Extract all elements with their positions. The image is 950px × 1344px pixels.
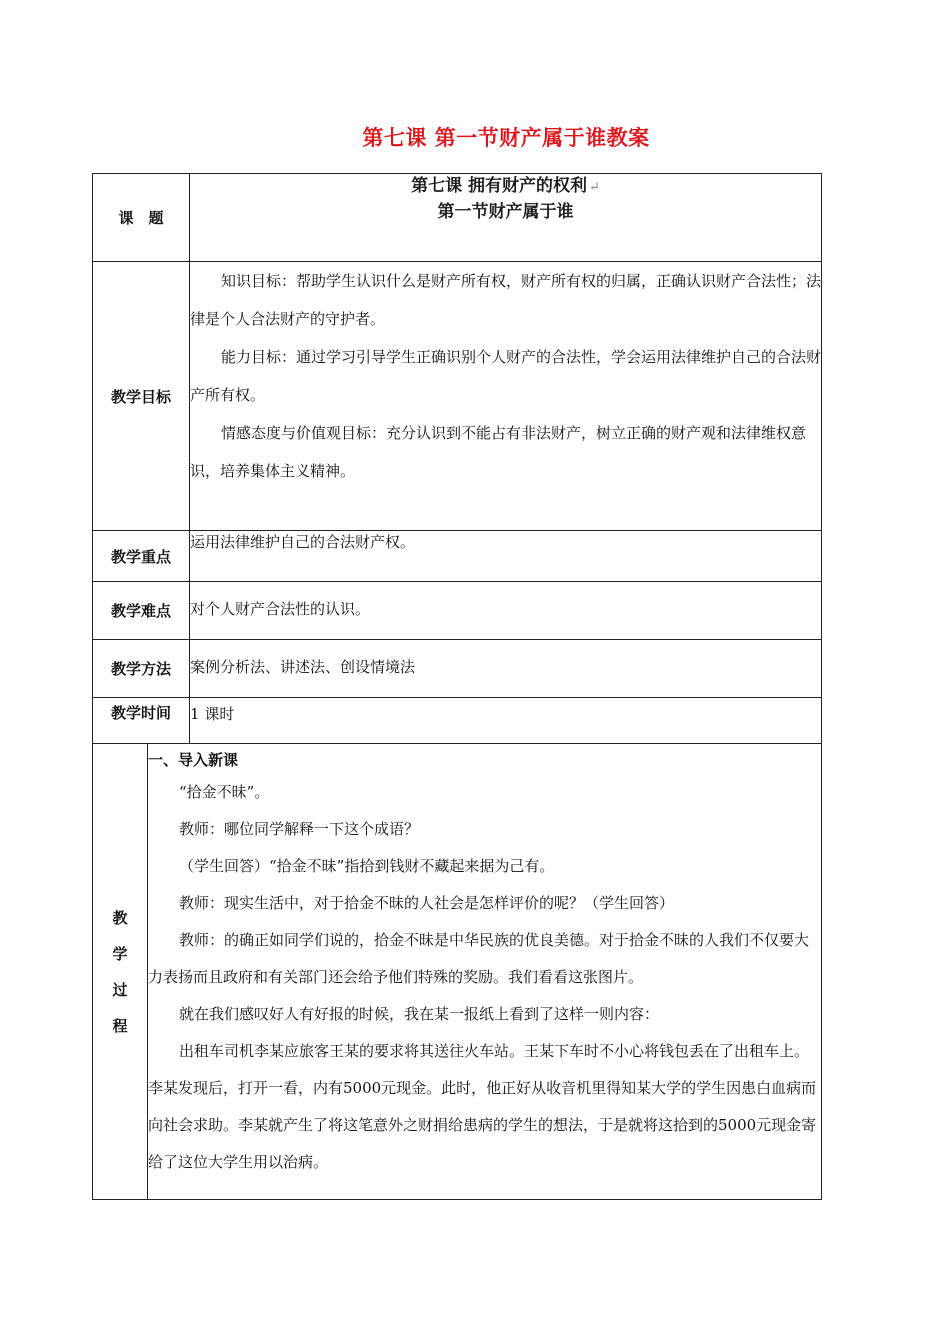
row-topic [93, 174, 822, 262]
row-process [93, 744, 822, 1200]
objectives-label: 教学目标 [93, 262, 190, 531]
difficulties-text: 对个人财产合法性的认识。 [190, 582, 822, 640]
process-label-char: 程 [112, 1016, 128, 1035]
topic-line2: 第一节财产属于谁 [437, 202, 574, 222]
topic-line1: 第七课 拥有财产的权利 ↵ [411, 176, 600, 196]
methods-label: 教学方法 [93, 640, 190, 698]
objective-knowledge: 知识目标：帮助学生认识什么是财产所有权，财产所有权的归属，正确认识财产合法性；法律是个人合法财产的守护者。 [190, 272, 822, 328]
process-paragraph: 出租车司机李某应旅客王某的要求将其送往火车站。王某下车时不小心将钱包丢在了出租车上。李某发现后，打开一看，内有5000元现金。此时，他正好从收音机里得知某大学的学生因患白血病而向社会求助。李某就产生了将这笔意外之财捐给患病的学生的想法，于是就将这拾到的5000元现金寄给了这位大学生用以治病。 [148, 1042, 817, 1171]
objectives-content [190, 262, 822, 531]
row-objectives [93, 262, 822, 531]
process-paragraph: 教师：哪位同学解释一下这个成语？ [179, 820, 420, 838]
process-paragraph: 教师：现实生活中，对于拾金不昧的人社会是怎样评价的呢？（学生回答） [179, 894, 675, 912]
objective-ability: 能力目标：通过学习引导学生正确识别个人财产的合法性，学会运用法律维护自己的合法财产所有权。 [190, 348, 822, 404]
process-label-char: 学 [112, 944, 128, 963]
process-paragraph: 就在我们感叹好人有好报的时候，我在某一报纸上看到了这样一则内容： [179, 1005, 660, 1023]
lesson-plan-table [92, 173, 822, 1200]
objective-attitude: 情感态度与价值观目标：充分认识到不能占有非法财产，树立正确的财产观和法律维权意识，培养集体主义精神。 [190, 424, 807, 480]
time-text: 1 课时 [190, 698, 822, 744]
row-difficulties [93, 582, 822, 640]
topic-label: 课 题 [93, 174, 190, 262]
row-methods [93, 640, 822, 698]
process-paragraph: “拾金不昧”。 [179, 783, 270, 801]
time-label: 教学时间 [93, 698, 190, 744]
document-title: 第七课 第一节财产属于谁教案 [362, 125, 650, 150]
difficulties-label: 教学难点 [93, 582, 190, 640]
return-mark-icon: ↵ [589, 180, 600, 195]
process-content [148, 744, 822, 1200]
process-paragraph: （学生回答）“拾金不昧”指拾到钱财不藏起来据为己有。 [179, 857, 555, 875]
process-paragraph: 教师：的确正如同学们说的，拾金不昧是中华民族的优良美德。对于拾金不昧的人我们不仅要大力表扬而且政府和有关部门还会给予他们特殊的奖励。我们看看这张图片。 [148, 931, 810, 986]
process-label-char: 教 [112, 908, 128, 927]
row-key-points [93, 531, 822, 582]
key-points-label: 教学重点 [93, 531, 190, 582]
row-time [93, 698, 822, 744]
topic-title-image [190, 174, 822, 262]
section-heading: 一、导入新课 [148, 751, 239, 769]
key-points-text: 运用法律维护自己的合法财产权。 [190, 531, 822, 582]
process-label-char: 过 [112, 980, 128, 999]
methods-text: 案例分析法、讲述法、创设情境法 [190, 640, 822, 698]
process-label [93, 744, 148, 1200]
